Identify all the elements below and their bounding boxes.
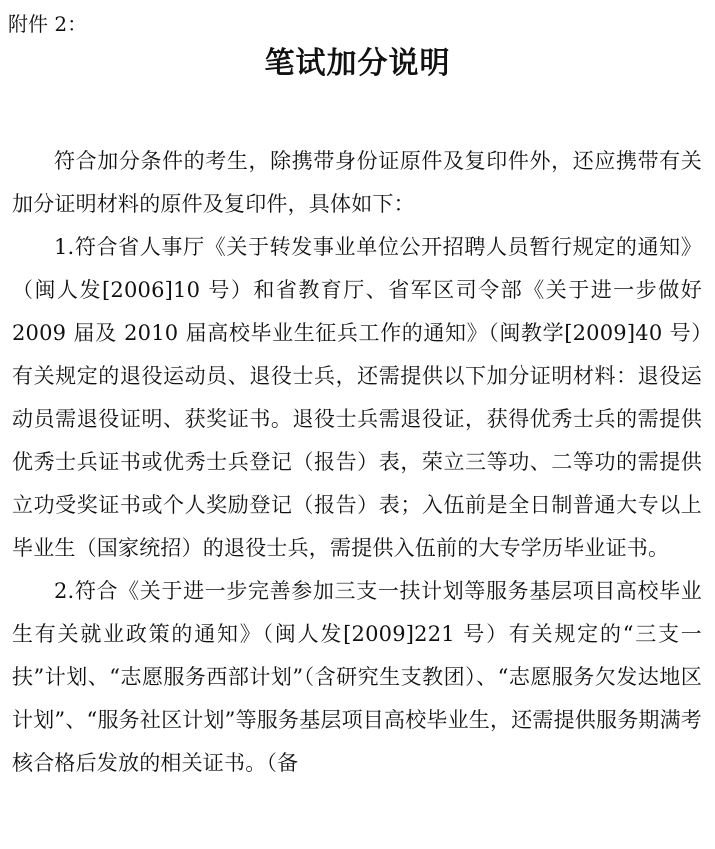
document-body [12, 140, 702, 785]
document-title: 笔试加分说明 [264, 46, 451, 81]
item-2-paragraph: 2.符合《关于进一步完善参加三支一扶计划等服务基层项目高校毕业生有关就业政策的通知》（闽人发[2009]221 号）有关规定的“三支一扶”计划、“志愿服务西部计划”（含研究生支教团）、“志愿服务欠发达地区计划”、“服务社区计划”等服务基层项目高校毕业生，还需提供服务期满考核合格后发放的相关证书。（备 [12, 579, 703, 775]
attachment-label: 附件 2： [8, 12, 88, 36]
intro-paragraph: 符合加分条件的考生，除携带身份证原件及复印件外，还应携带有关加分证明材料的原件及复印件，具体如下： [12, 149, 702, 216]
item-1-paragraph: 1.符合省人事厅《关于转发事业单位公开招聘人员暂行规定的通知》（闽人发[2006]10 号）和省教育厅、省军区司令部《关于进一步做好 2009 届及 2010 届高校毕业生征兵工作的通知》（闽教学[2009]40 号）有关规定的退役运动员、退役士兵，还需提供以下加分证明材料：退役运动员需退役证明、获奖证书。退役士兵需退役证，获得优秀士兵的需提供优秀士兵证书或优秀士兵登记（报告）表，荣立三等功、二等功的需提供立功受奖证书或个人奖励登记（报告）表；入伍前是全日制普通大专以上毕业生（国家统招）的退役士兵，需提供入伍前的大专学历毕业证书。 [12, 235, 702, 560]
